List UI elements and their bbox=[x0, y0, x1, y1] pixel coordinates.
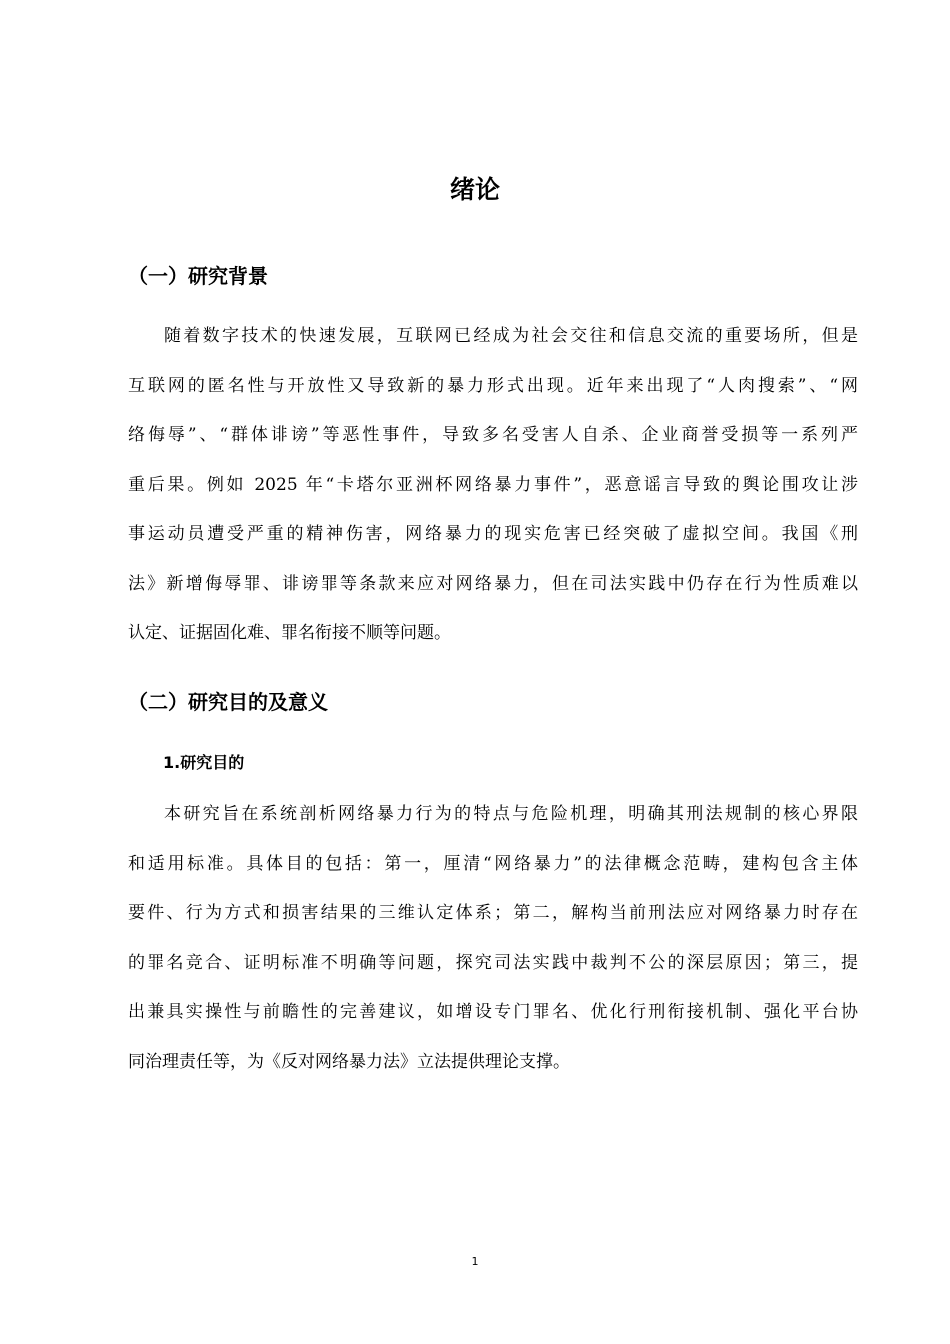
background-paragraph bbox=[128, 312, 858, 659]
paragraph-line: 的罪名竞合、证明标准不明确等问题，探究司法实践中裁判不公的深层原因；第三，提 bbox=[128, 952, 858, 973]
paragraph-line: 本研究旨在系统剖析网络暴力行为的特点与危险机理，明确其刑法规制的核心界限 bbox=[164, 804, 858, 824]
paragraph-line: 随着数字技术的快速发展，互联网已经成为社会交往和信息交流的重要场所，但是 bbox=[164, 326, 858, 346]
paragraph-line: 互联网的匿名性与开放性又导致新的暴力形式出现。近年来出现了“人肉搜索”、“网 bbox=[128, 375, 858, 396]
paragraph-line: 重后果。例如 2025 年“卡塔尔亚洲杯网络暴力事件”，恶意谣言导致的舆论围攻让涉 bbox=[128, 474, 858, 495]
paragraph-line: 和适用标准。具体目的包括：第一，厘清“网络暴力”的法律概念范畴，建构包含主体 bbox=[128, 853, 858, 874]
paragraph-line: 出兼具实操性与前瞻性的完善建议，如增设专门罪名、优化行刑衔接机制、强化平台协 bbox=[128, 1002, 858, 1022]
page-number: 1 bbox=[471, 1255, 479, 1268]
subsection-heading-purpose: 1.研究目的 bbox=[163, 753, 245, 772]
paragraph-line: 要件、行为方式和损害结果的三维认定体系；第二，解构当前刑法应对网络暴力时存在 bbox=[128, 903, 858, 923]
page-title: 绪论 bbox=[449, 175, 500, 204]
paragraph-line: 认定、证据固化难、罪名衔接不顺等问题。 bbox=[128, 623, 451, 643]
paragraph-line: 络侮辱”、“群体诽谤”等恶性事件，导致多名受害人自杀、企业商誉受损等一系列严 bbox=[128, 425, 858, 445]
paragraph-line: 法》新增侮辱罪、诽谤罪等条款来应对网络暴力，但在司法实践中仍存在行为性质难以 bbox=[128, 573, 858, 594]
purpose-paragraph bbox=[128, 790, 858, 1087]
section-heading-purpose-significance: （二）研究目的及意义 bbox=[128, 690, 328, 714]
paragraph-line: 事运动员遭受严重的精神伤害，网络暴力的现实危害已经突破了虚拟空间。我国《刑 bbox=[128, 524, 858, 544]
section-heading-background: （一）研究背景 bbox=[128, 264, 268, 288]
paragraph-line: 同治理责任等，为《反对网络暴力法》立法提供理论支撑。 bbox=[128, 1051, 570, 1072]
